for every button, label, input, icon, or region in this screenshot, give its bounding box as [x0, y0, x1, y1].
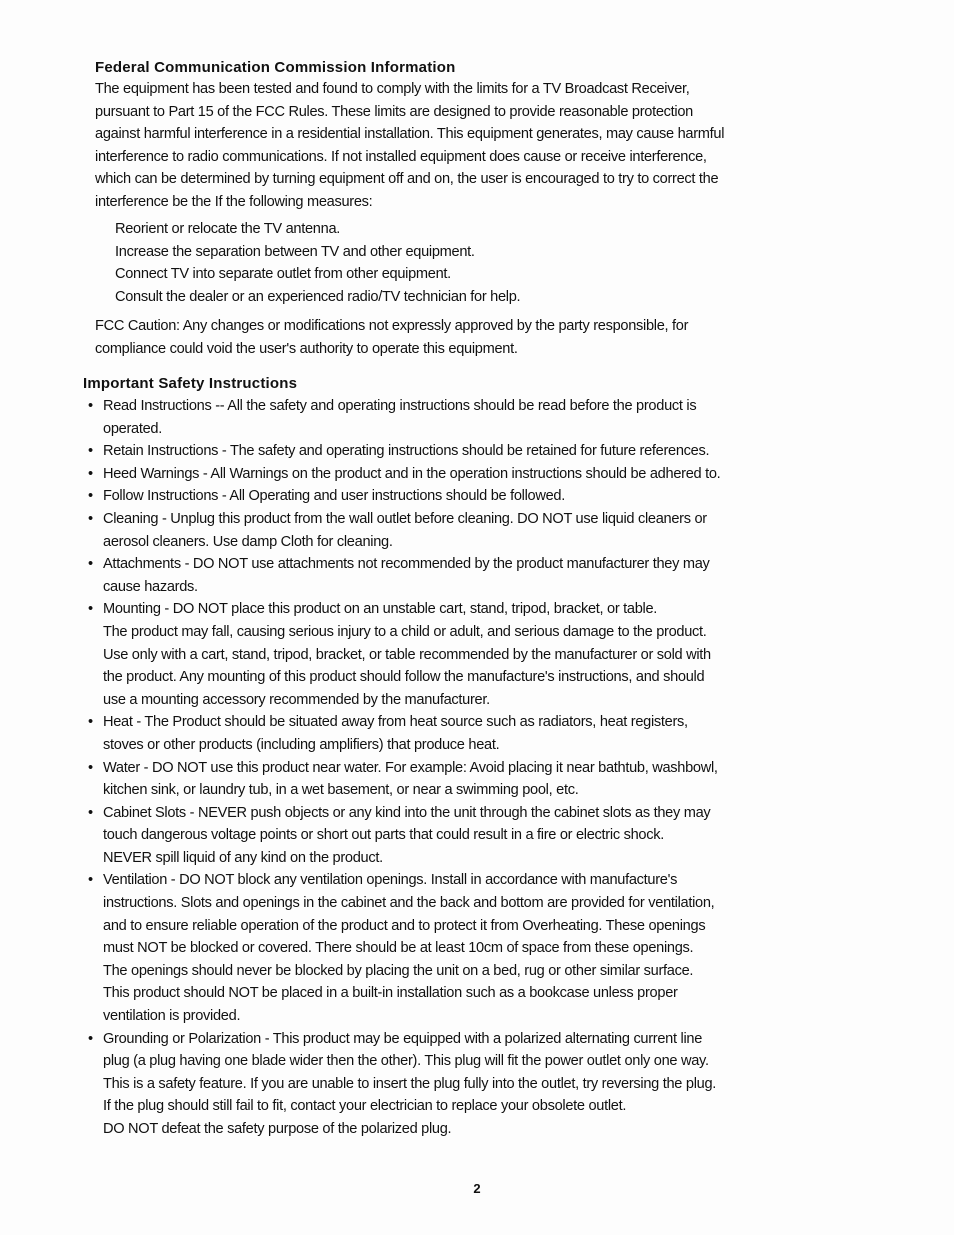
fcc-caution-line: FCC Caution: Any changes or modifications not expressly approved by the party responsible, for: [95, 318, 689, 334]
fcc-caution-paragraph: [95, 315, 875, 360]
safety-list-item: [88, 711, 888, 756]
safety-item-line: Heat - The Product should be situated away from heat source such as radiators, heat registers,: [103, 714, 688, 731]
safety-list-item: [88, 869, 888, 1027]
safety-item-line: touch dangerous voltage points or short out parts that could result in a fire or electric shock.: [103, 827, 664, 844]
bullet-icon: •: [88, 465, 93, 482]
safety-item-line: Ventilation - DO NOT block any ventilation openings. Install in accordance with manufacture's: [103, 872, 678, 889]
bullet-icon: •: [88, 872, 93, 889]
safety-item-line: use a mounting accessory recommended by the manufacturer.: [103, 691, 490, 708]
safety-item-line: Read Instructions -- All the safety and operating instructions should be read before the product is: [103, 398, 697, 414]
safety-item-line: DO NOT defeat the safety purpose of the polarized plug.: [103, 1121, 452, 1137]
fcc-caution-line: compliance could void the user's authority to operate this equipment.: [95, 340, 518, 357]
safety-list-item: [88, 802, 888, 870]
bullet-icon: •: [88, 714, 93, 731]
safety-list-item: [88, 1028, 888, 1141]
fcc-measure-item: Increase the separation between TV and other equipment.: [115, 243, 475, 260]
safety-item-line: ventilation is provided.: [103, 1008, 241, 1025]
safety-item-line: stoves or other products (including amplifiers) that produce heat.: [103, 736, 500, 753]
safety-item-line: the product. Any mounting of this product should follow the manufacture's instructions, and should: [103, 669, 705, 686]
safety-item-line: kitchen sink, or laundry tub, in a wet basement, or near a swimming pool, etc.: [103, 782, 579, 799]
safety-list-item: [88, 395, 888, 440]
fcc-body-line: interference to radio communications. If not installed equipment does cause or receive interference,: [95, 148, 707, 165]
fcc-body-line: The equipment has been tested and found to comply with the limits for a TV Broadcast Receiver,: [95, 81, 690, 97]
fcc-body-paragraph: [95, 78, 885, 214]
bullet-icon: •: [88, 601, 93, 618]
safety-item-line: Heed Warnings - All Warnings on the product and in the operation instructions should be adhered to.: [103, 465, 721, 482]
fcc-measure-item: Reorient or relocate the TV antenna.: [115, 221, 341, 237]
safety-item-line: Mounting - DO NOT place this product on an unstable cart, stand, tripod, bracket, or table.: [103, 601, 658, 618]
bullet-icon: •: [88, 510, 93, 527]
safety-item-line: Attachments - DO NOT use attachments not recommended by the product manufacturer they may: [103, 556, 710, 573]
safety-item-line: Grounding or Polarization - This product may be equipped with a polarized alternating current line: [103, 1030, 703, 1047]
safety-list-item: [88, 508, 888, 553]
safety-item-line: Water - DO NOT use this product near water. For example: Avoid placing it near bathtub, washbowl,: [103, 759, 718, 776]
safety-item-line: Follow Instructions - All Operating and user instructions should be followed.: [103, 488, 565, 505]
fcc-body-line: which can be determined by turning equipment off and on, the user is encouraged to try to correct the: [95, 171, 719, 188]
fcc-heading: Federal Communication Commission Information: [95, 59, 456, 76]
safety-item-line: If the plug should still fail to fit, contact your electrician to replace your obsolete outlet.: [103, 1098, 627, 1115]
bullet-icon: •: [88, 759, 93, 776]
bullet-icon: •: [88, 556, 93, 573]
safety-item-line: Cabinet Slots - NEVER push objects or any kind into the unit through the cabinet slots as they may: [103, 804, 711, 821]
safety-item-line: NEVER spill liquid of any kind on the product.: [103, 849, 383, 866]
page-number: 2: [473, 1181, 481, 1196]
safety-item-line: plug (a plug having one blade wider then the other). This plug will fit the power outlet only one way.: [103, 1053, 709, 1070]
fcc-body-line: against harmful interference in a residential installation. This equipment generates, may cause harmful: [95, 126, 725, 143]
safety-list-item: [88, 757, 888, 802]
bullet-icon: •: [88, 804, 93, 821]
safety-list-item: [88, 553, 888, 598]
safety-item-line: This product should NOT be placed in a built-in installation such as a bookcase unless proper: [103, 985, 678, 1002]
safety-heading: Important Safety Instructions: [83, 375, 298, 392]
safety-list-item: [88, 463, 888, 486]
safety-item-line: operated.: [103, 420, 162, 437]
fcc-measure-item: Consult the dealer or an experienced radio/TV technician for help.: [115, 288, 521, 305]
bullet-icon: •: [88, 443, 93, 460]
safety-item-line: must NOT be blocked or covered. There should be at least 10cm of space from these openings.: [103, 940, 694, 957]
safety-item-line: The openings should never be blocked by placing the unit on a bed, rug or other similar surface.: [103, 962, 694, 979]
safety-item-line: Retain Instructions - The safety and operating instructions should be retained for future references.: [103, 443, 710, 460]
safety-item-line: aerosol cleaners. Use damp Cloth for cleaning.: [103, 533, 393, 550]
safety-item-line: instructions. Slots and openings in the cabinet and the back and bottom are provided for ventilation,: [103, 895, 715, 912]
safety-item-line: Cleaning - Unplug this product from the wall outlet before cleaning. DO NOT use liquid cleaners or: [103, 510, 707, 527]
safety-item-line: cause hazards.: [103, 578, 198, 595]
fcc-body-line: interference be the If the following measures:: [95, 193, 373, 210]
safety-list-item: [88, 485, 888, 508]
safety-item-line: and to ensure reliable operation of the product and to protect it from Overheating. These openings: [103, 917, 706, 934]
bullet-icon: •: [88, 1030, 93, 1047]
fcc-body-line: pursuant to Part 15 of the FCC Rules. These limits are designed to provide reasonable protection: [95, 103, 693, 120]
fcc-measures-list: [115, 218, 835, 308]
safety-instructions-list: [88, 395, 888, 1141]
safety-item-line: Use only with a cart, stand, tripod, bracket, or table recommended by the manufacturer or sold with: [103, 646, 711, 663]
safety-list-item: [88, 598, 888, 711]
fcc-measure-item: Connect TV into separate outlet from other equipment.: [115, 266, 451, 283]
safety-item-line: This is a safety feature. If you are unable to insert the plug fully into the outlet, try reversing the plug.: [103, 1075, 717, 1092]
safety-item-line: The product may fall, causing serious injury to a child or adult, and serious damage to the product.: [103, 623, 707, 640]
safety-list-item: [88, 440, 888, 463]
bullet-icon: •: [88, 488, 93, 505]
bullet-icon: •: [88, 398, 93, 414]
